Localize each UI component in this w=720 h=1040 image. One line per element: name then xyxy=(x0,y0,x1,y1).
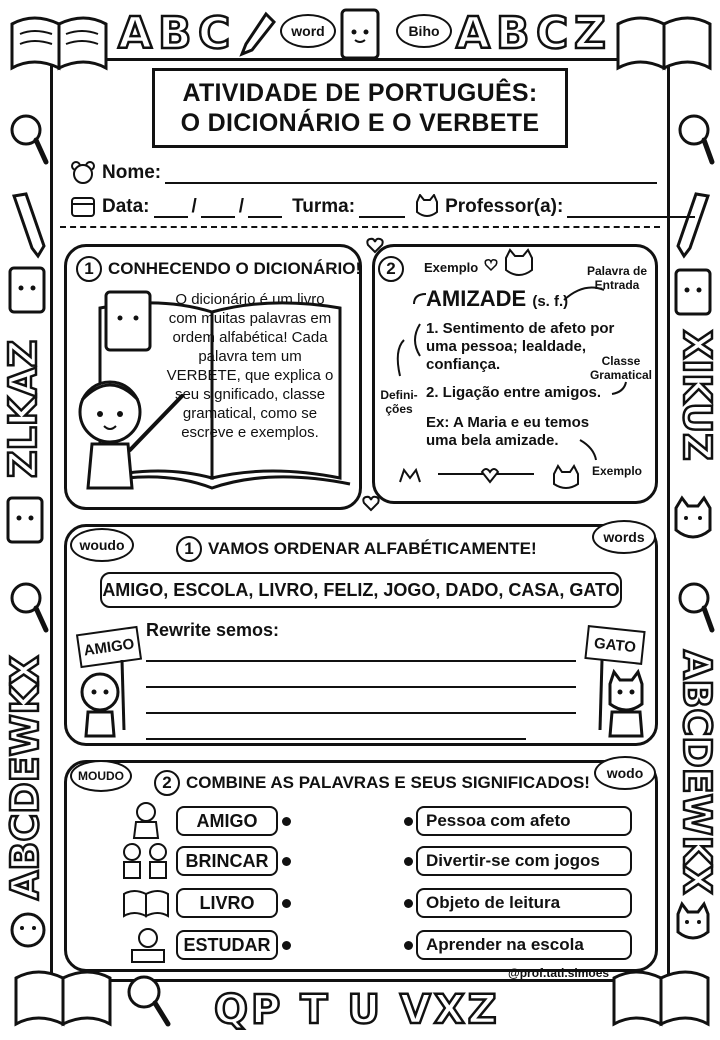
example-sentence-text: Ex: A Maria e eu temos uma bela xyxy=(426,414,590,449)
date-month-line[interactable] xyxy=(201,198,235,218)
banner-letter-b: B xyxy=(158,8,192,59)
teacher-label: Professor(a): xyxy=(445,196,564,217)
magnifier-icon-right xyxy=(672,112,716,172)
matching-heading: COMBINE AS PALAVRAS E SEUS SIGNIFICADOS! xyxy=(186,773,590,792)
side-letters-right-bottom: ABCDEWKX xyxy=(675,650,719,895)
magnifier-icon-left xyxy=(6,112,50,172)
name-label: Nome: xyxy=(102,162,162,183)
writing-line-4[interactable] xyxy=(146,738,526,740)
magnifier-icon-bottom xyxy=(122,972,176,1032)
match-dot-left-3[interactable] xyxy=(282,899,291,908)
example-note: Exemplo xyxy=(592,464,643,478)
heart-icon-small xyxy=(366,236,384,254)
class-note: Classe Gramatical xyxy=(589,354,653,382)
date-slash: / xyxy=(191,196,197,217)
pencil-icon-left xyxy=(8,190,50,260)
section-1-heading: CONHECENDO O DICIONÁRIO! xyxy=(108,259,362,278)
banner-letter-b2: B xyxy=(496,8,530,59)
banner-letter-a: A xyxy=(118,8,153,59)
section-2-title xyxy=(378,256,410,282)
date-row xyxy=(70,194,699,218)
match-meaning-1: Pessoa com afeto xyxy=(416,806,632,836)
match-dot-right-2[interactable] xyxy=(404,857,413,866)
open-book-icon-small xyxy=(120,886,172,920)
sign-gato: GATO xyxy=(584,625,645,665)
example-sentence xyxy=(426,414,604,450)
tag-words-cloud: words xyxy=(592,520,656,554)
book-character-icon xyxy=(336,6,386,64)
section-1-number: 1 xyxy=(76,256,102,282)
teacher-input-line[interactable] xyxy=(567,198,695,218)
tag-wodo-cloud: wodo xyxy=(594,756,656,790)
section-1-title xyxy=(76,256,361,282)
worksheet-title xyxy=(152,68,568,148)
date-day-line[interactable] xyxy=(154,198,188,218)
match-dot-right-4[interactable] xyxy=(404,941,413,950)
book-character-icon-right xyxy=(672,266,716,322)
sign-amigo: AMIGO xyxy=(76,626,142,668)
word-list-box: AMIGO, ESCOLA, LIVRO, FELIZ, JOGO, DADO, CASA, GATO xyxy=(100,572,622,608)
bottom-banner-letters: QP T U VXZ xyxy=(214,987,500,1033)
tag-moudo-cloud: MOUDO xyxy=(70,760,132,792)
class-input-line[interactable] xyxy=(359,198,405,218)
side-letters-left-bottom: ABCDEWKX xyxy=(3,655,47,900)
definitions-note: Defini-ções xyxy=(380,388,418,416)
match-meaning-2: Divertir-se com jogos xyxy=(416,846,632,876)
magnifier-icon-left2 xyxy=(6,580,50,640)
tag-woudo-cloud: woudo xyxy=(70,528,134,562)
definition-2: 2. Ligação entre amigos. xyxy=(426,384,602,401)
playing-kids-icon xyxy=(118,840,174,882)
bear-face-icon xyxy=(70,160,96,184)
match-dot-left-1[interactable] xyxy=(282,817,291,826)
book-character-icon-left2 xyxy=(4,494,48,550)
banner-letter-c2: C xyxy=(536,8,569,59)
writing-line-3[interactable] xyxy=(146,712,576,714)
cat-holding-sign-right xyxy=(586,660,658,740)
banner-letter-c: C xyxy=(198,8,231,59)
entry-word-class: (s. f.) xyxy=(532,293,569,310)
tag-word-cloud: word xyxy=(280,14,336,48)
class-label: Turma: xyxy=(292,196,356,217)
banner-letter-z: Z xyxy=(574,8,606,59)
student-icon xyxy=(126,926,170,966)
entry-word-note: Palavra de Entrada xyxy=(586,264,648,292)
match-word-livro: LIVRO xyxy=(176,888,278,918)
match-dot-left-4[interactable] xyxy=(282,941,291,950)
match-meaning-3: Objeto de leitura xyxy=(416,888,632,918)
tag-biho-cloud: Biho xyxy=(396,14,452,48)
match-dot-right-3[interactable] xyxy=(404,899,413,908)
title-line-1: ATIVIDADE DE PORTUGUÊS: xyxy=(182,79,538,107)
banner-letter-a2: A xyxy=(456,8,491,59)
date-slash-2: / xyxy=(238,196,245,217)
heart-icon xyxy=(484,258,498,272)
date-year-line[interactable] xyxy=(248,198,282,218)
section-2-number: 2 xyxy=(378,256,404,282)
example-sentence-bold: amizade. xyxy=(495,432,559,449)
matching-title xyxy=(154,770,590,796)
match-word-brincar: BRINCAR xyxy=(176,846,278,876)
match-word-estudar: ESTUDAR xyxy=(176,930,278,960)
ordering-number: 1 xyxy=(176,536,202,562)
friend-kid-icon xyxy=(124,800,170,840)
dashed-divider xyxy=(60,226,660,228)
name-input-line[interactable] xyxy=(165,164,657,184)
author-credit: @prof.tati.simoes xyxy=(508,966,610,980)
open-book-icon xyxy=(4,6,114,76)
rewrite-label: Rewrite semos: xyxy=(146,620,280,640)
title-line-2: O DICIONÁRIO E O VERBETE xyxy=(180,109,540,137)
cat-face-icon xyxy=(413,194,441,218)
match-dot-right-1[interactable] xyxy=(404,817,413,826)
name-row xyxy=(70,160,661,184)
calendar-icon xyxy=(70,194,96,218)
match-word-amigo: AMIGO xyxy=(176,806,278,836)
match-meaning-4: Aprender na escola xyxy=(416,930,632,960)
ordering-heading: VAMOS ORDENAR ALFABÉTICAMENTE! xyxy=(208,539,537,558)
friends-doodle xyxy=(394,460,584,494)
cat-icon-right xyxy=(668,494,718,550)
pencil-icon xyxy=(238,10,278,60)
kid-holding-sign-left xyxy=(74,660,144,740)
section-1-text: O dicionário é um livro com muitas palavras em ordem alfabética! Cada palavra tem um VERBETE, que explica o seu significado, classe gramatical, como se escreve e exemplos. xyxy=(166,291,334,441)
cat-face-icon-left xyxy=(6,906,50,950)
magnifier-icon-right2 xyxy=(672,580,716,640)
heart-icon-small-2 xyxy=(362,494,380,512)
cat-face-icon-right xyxy=(670,900,716,946)
matching-number: 2 xyxy=(154,770,180,796)
example-label: Exemplo xyxy=(424,260,479,275)
writing-line-2[interactable] xyxy=(146,686,576,688)
ordering-title xyxy=(176,536,537,562)
definition-1: 1. Sentimento de afeto por uma pessoa; lealdade, confiança. xyxy=(426,320,615,373)
side-letters-left-top: ZLKAZ xyxy=(1,339,45,478)
date-label: Data: xyxy=(102,196,150,217)
match-dot-left-2[interactable] xyxy=(282,857,291,866)
writing-line-1[interactable] xyxy=(146,660,576,662)
open-book-icon-right xyxy=(612,6,716,76)
cat-face-icon-entry xyxy=(502,248,536,278)
book-character-icon-left xyxy=(6,264,50,320)
side-letters-right-top: XIKUZ xyxy=(675,330,719,461)
entry-word-text: AMIZADE xyxy=(426,286,527,311)
